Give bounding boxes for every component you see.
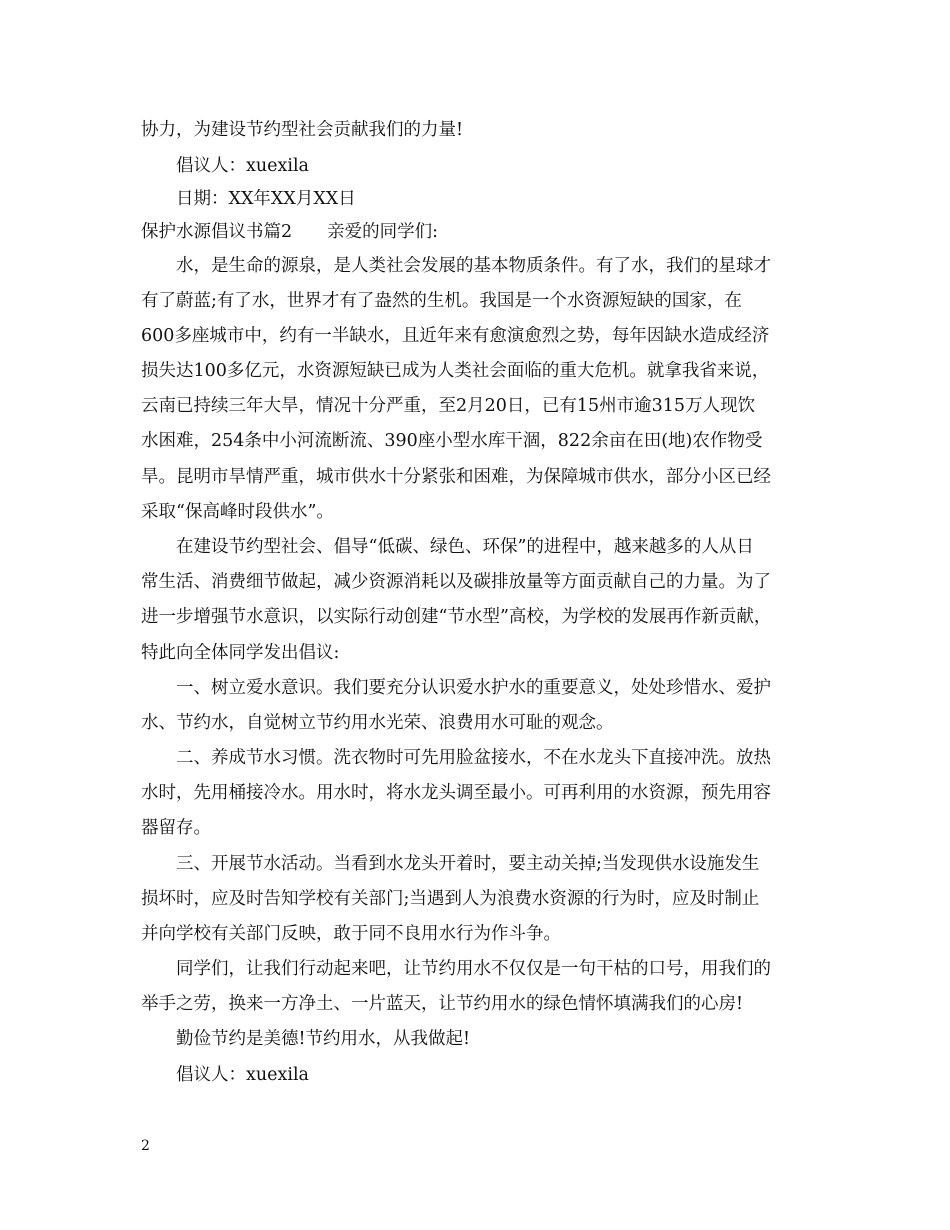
proposer-line: 倡议人：xuexila bbox=[176, 1065, 309, 1085]
text-line: 特此向全体同学发出倡议: bbox=[141, 643, 340, 663]
text-line: 采取“保高峰时段供水”。 bbox=[141, 502, 334, 522]
page-number: 2 bbox=[141, 1138, 150, 1154]
text-line: 常生活、消费细节做起，减少资源消耗以及碳排放量等方面贡献自己的力量。为了 bbox=[141, 572, 771, 592]
text-line: 一、树立爱水意识。我们要充分认识爱水护水的重要意义，处处珍惜水、爱护 bbox=[176, 678, 771, 698]
proposer-line: 倡议人：xuexila bbox=[176, 156, 309, 176]
text-line: 水时，先用桶接冷水。用水时，将水龙头调至最小。可再利用的水资源，预先用容 bbox=[141, 783, 771, 803]
text-line: 三、开展节水活动。当看到水龙头开着时，要主动关掉;当发现供水设施发生 bbox=[176, 854, 760, 874]
text-line: 并向学校有关部门反映，敢于同不良用水行为作斗争。 bbox=[141, 924, 561, 944]
text-line: 600多座城市中，约有一半缺水，且近年来有愈演愈烈之势，每年因缺水造成经济 bbox=[141, 326, 770, 346]
text-line: 在建设节约型社会、倡导“低碳、绿色、环保”的进程中，越来越多的人从日 bbox=[176, 537, 754, 557]
text-line: 水困难，254条中小河流断流、390座小型水库干涸，822余亩在田(地)农作物受 bbox=[141, 431, 763, 451]
text-line: 进一步增强节水意识，以实际行动创建“节水型”高校，为学校的发展再作新贡献， bbox=[141, 607, 772, 627]
text-line: 同学们，让我们行动起来吧，让节约用水不仅仅是一句干枯的口号，用我们的 bbox=[176, 959, 771, 979]
text-line: 旱。昆明市旱情严重，城市供水十分紧张和困难，为保障城市供水，部分小区已经 bbox=[141, 467, 771, 487]
text-line: 器留存。 bbox=[141, 818, 211, 838]
text-line: 损失达100多亿元，水资源短缺已成为人类社会面临的重大危机。就拿我省来说， bbox=[141, 361, 770, 381]
date-line: 日期：XX年XX月XX日 bbox=[176, 189, 356, 209]
text-line: 二、养成节水习惯。洗衣物时可先用脸盆接水，不在水龙头下直接冲洗。放热 bbox=[176, 748, 771, 768]
text-line: 水、节约水，自觉树立节约用水光荣、浪费用水可耻的观念。 bbox=[141, 713, 614, 733]
text-line: 云南已持续三年大旱，情况十分严重，至2月20日，已有15州市逾315万人现饮 bbox=[141, 396, 756, 416]
section-heading: 保护水源倡议书篇2 亲爱的同学们: bbox=[141, 222, 439, 242]
text-line: 水，是生命的源泉，是人类社会发展的基本物质条件。有了水，我们的星球才 bbox=[176, 256, 771, 276]
text-line: 损坏时，应及时告知学校有关部门;当遇到人为浪费水资源的行为时，应及时制止 bbox=[141, 889, 760, 909]
text-line: 有了蔚蓝;有了水，世界才有了盎然的生机。我国是一个水资源短缺的国家，在 bbox=[141, 291, 742, 311]
text-line: 协力，为建设节约型社会贡献我们的力量! bbox=[141, 120, 464, 140]
text-line: 举手之劳，换来一方净土、一片蓝天，让节约用水的绿色情怀填满我们的心房! bbox=[141, 994, 744, 1014]
text-line: 勤俭节约是美德!节约用水，从我做起! bbox=[176, 1029, 471, 1049]
